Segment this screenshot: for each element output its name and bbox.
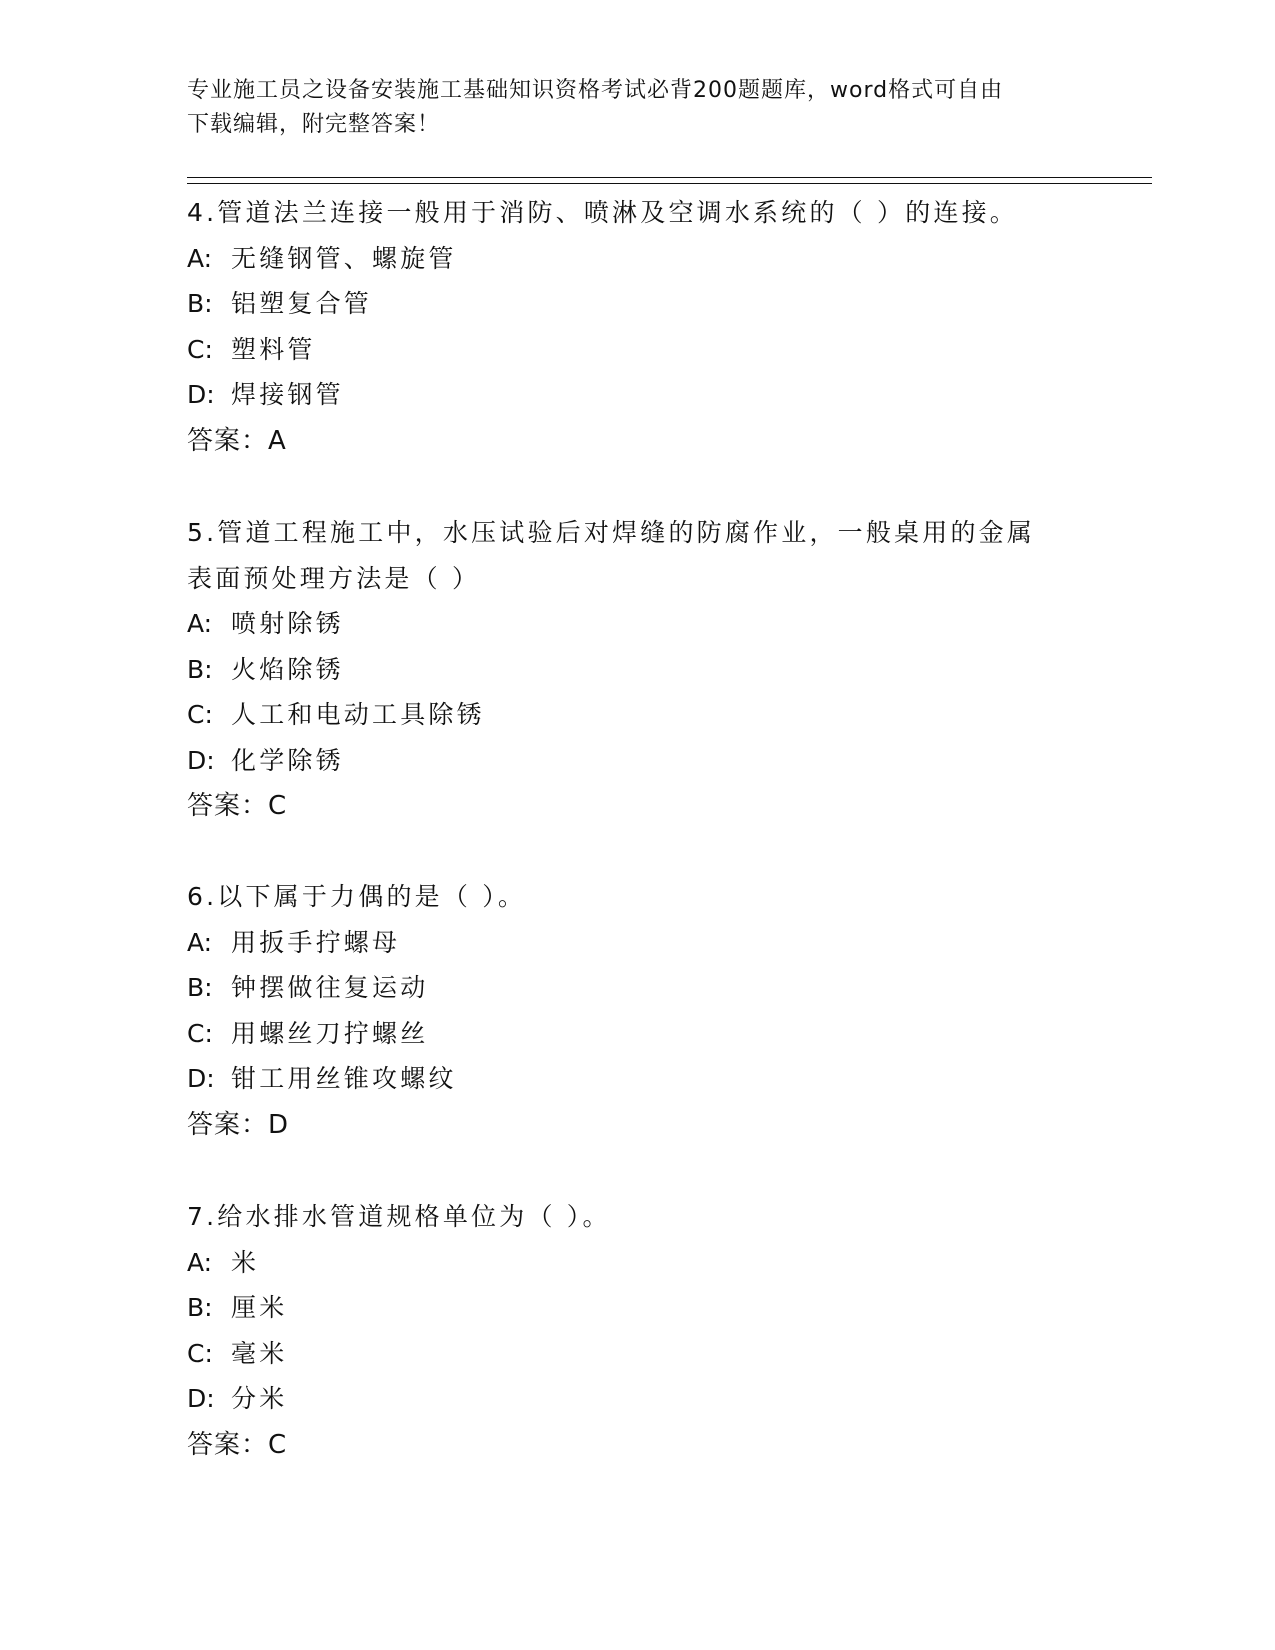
option-c	[187, 1331, 1067, 1377]
header-divider-top	[187, 177, 1152, 178]
option-text: 厘米	[231, 1293, 288, 1322]
answer-value: A	[268, 425, 287, 456]
question-6	[187, 874, 1067, 1148]
option-text: 火焰除锈	[231, 654, 344, 684]
option-text: 用螺丝刀拧螺丝	[231, 1018, 429, 1048]
answer-label: 答案：	[187, 1429, 269, 1460]
option-text: 铝塑复合管	[231, 289, 373, 318]
option-list	[187, 601, 1067, 783]
option-text: 钳工用丝锥攻螺纹	[231, 1064, 457, 1093]
answer-value: C	[268, 791, 288, 821]
option-letter: D:	[187, 1064, 215, 1093]
option-d	[187, 1056, 1067, 1102]
option-letter: B:	[187, 289, 213, 318]
option-letter: D:	[187, 380, 215, 409]
header-line-1: 专业施工员之设备安装施工基础知识资格考试必背200题题库，word格式可自由	[187, 78, 1004, 103]
document-header	[187, 74, 1067, 142]
option-letter: C:	[187, 1338, 213, 1368]
option-b	[187, 965, 1067, 1011]
option-letter: A:	[187, 243, 213, 273]
option-a	[187, 236, 1067, 282]
option-b	[187, 647, 1067, 693]
option-list	[187, 1240, 1067, 1422]
option-letter: D:	[187, 1384, 215, 1413]
option-text: 焊接钢管	[231, 380, 344, 409]
option-letter: A:	[187, 1247, 213, 1277]
question-stem: 6.以下属于力偶的是（ ）。	[187, 882, 527, 911]
question-stem: 4.管道法兰连接一般用于消防、喷淋及空调水系统的（ ）的连接。	[187, 198, 1019, 227]
option-letter: A:	[187, 609, 213, 638]
option-c	[187, 692, 1067, 738]
header-line-2: 下载编辑，附完整答案！	[187, 112, 441, 137]
option-text: 毫米	[231, 1338, 288, 1368]
option-letter: A:	[187, 927, 213, 957]
option-a	[187, 920, 1067, 966]
question-5	[187, 510, 1067, 829]
option-text: 化学除锈	[231, 745, 344, 775]
option-letter: B:	[187, 654, 213, 684]
option-text: 米	[231, 1247, 260, 1277]
option-letter: B:	[187, 1293, 213, 1322]
question-stem: 7.给水排水管道规格单位为（ ）。	[187, 1202, 611, 1231]
option-letter: C:	[187, 334, 213, 364]
option-text: 无缝钢管、螺旋管	[231, 243, 457, 273]
question-4	[187, 190, 1067, 464]
option-a	[187, 1240, 1067, 1286]
header-divider-bottom	[187, 183, 1152, 184]
answer-label: 答案：	[187, 791, 269, 821]
option-text: 钟摆做往复运动	[231, 973, 429, 1002]
answer-label: 答案：	[187, 1109, 269, 1140]
option-b	[187, 281, 1067, 327]
option-c	[187, 327, 1067, 373]
option-d	[187, 738, 1067, 784]
option-letter: C:	[187, 700, 213, 729]
question-stem-line-2: 表面预处理方法是（ ）	[187, 563, 481, 593]
option-text: 分米	[231, 1384, 288, 1413]
option-list	[187, 236, 1067, 418]
answer-line	[187, 783, 1067, 829]
option-letter: D:	[187, 745, 215, 775]
option-c	[187, 1011, 1067, 1057]
question-7	[187, 1194, 1067, 1468]
answer-line	[187, 418, 1067, 464]
option-text: 塑料管	[231, 334, 316, 364]
question-stem	[187, 510, 1067, 601]
option-text: 人工和电动工具除锈	[231, 700, 485, 729]
option-list	[187, 920, 1067, 1102]
answer-value: C	[268, 1429, 288, 1460]
answer-line	[187, 1422, 1067, 1468]
answer-value: D	[268, 1109, 290, 1140]
answer-line	[187, 1102, 1067, 1148]
option-b	[187, 1285, 1067, 1331]
option-d	[187, 1376, 1067, 1422]
option-d	[187, 372, 1067, 418]
option-letter: B:	[187, 973, 213, 1002]
question-stem-line-1: 5.管道工程施工中，水压试验后对焊缝的防腐作业，一般桌用的金属	[187, 518, 1036, 547]
answer-label: 答案：	[187, 425, 269, 456]
option-a	[187, 601, 1067, 647]
option-text: 用扳手拧螺母	[231, 927, 401, 957]
option-letter: C:	[187, 1018, 213, 1048]
option-text: 喷射除锈	[231, 609, 344, 638]
